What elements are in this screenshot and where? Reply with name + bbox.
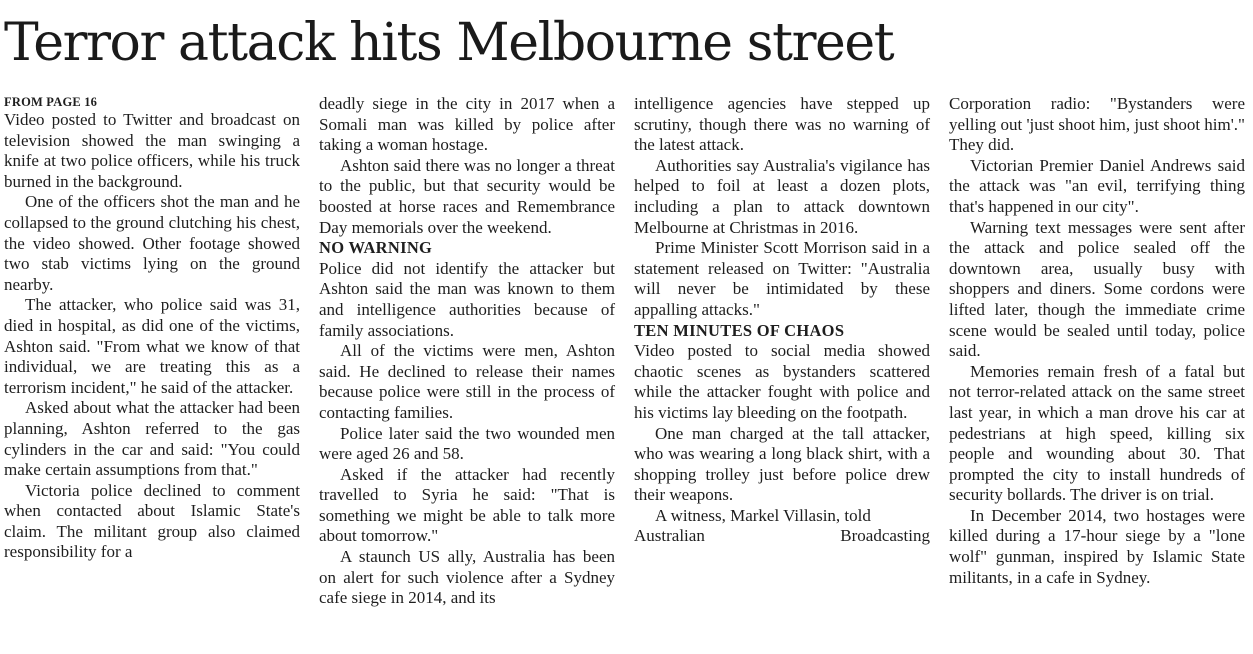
- paragraph: All of the victims were men, Ashton said. He declined to release their names because police were still in the process of contacting families.: [319, 341, 615, 422]
- article-column-2: [319, 94, 615, 609]
- paragraph: Ashton said there was no longer a threat to the public, but that security would be boosted at horse races and Remembrance Day memorials over the weekend.: [319, 155, 615, 237]
- paragraph: Police later said the two wounded men were aged 26 and 58.: [319, 423, 615, 464]
- paragraph: Police did not identify the attacker but Ashton said the man was known to them and intelligence authorities because of family associations.: [319, 258, 615, 340]
- paragraph: Asked if the attacker had recently travelled to Syria he said: "That is something we might be able to talk more about tomorrow.": [319, 464, 615, 546]
- paragraph: Prime Minister Scott Morrison said in a statement released on Twitter: "Australia will never be intimidated by these appalling attacks.": [634, 238, 930, 319]
- paragraph: Memories remain fresh of a fatal but not terror-related attack on the same street last year, in which a man drove his car at pedestrians at high speed, killing six people and wounding about 30. That prompted the city to install hundreds of security bollards. The driver is on trial.: [949, 361, 1245, 505]
- paragraph-continued-line: Australian Broadcasting: [634, 526, 930, 546]
- paragraph: Corporation radio: "Bystanders were yelling out 'just shoot him, just shoot him'." They did.: [949, 94, 1245, 155]
- paragraph: A witness, Markel Villasin, told: [655, 505, 871, 525]
- continued-from-page-kicker: FROM PAGE 16: [4, 95, 98, 109]
- article-column-4: [949, 94, 1245, 588]
- paragraph: Warning text messages were sent after the attack and police sealed off the downtown area, usually busy with shoppers and diners. Some cordons were lifted later, though the immediate crime scene would be sealed until today, police said.: [949, 217, 1245, 361]
- paragraph: Video posted to social media showed chaotic scenes as bystanders scattered while the attacker fought with police and his victims lay bleeding on the footpath.: [634, 341, 930, 422]
- paragraph: Authorities say Australia's vigilance has helped to foil at least a dozen plots, including a plan to attack downtown Melbourne at Christmas in 2016.: [634, 155, 930, 237]
- paragraph: Video posted to Twitter and broadcast on television showed the man swinging a knife at two police officers, while his truck burned in the background.: [4, 110, 300, 191]
- paragraph: The attacker, who police said was 31, died in hospital, as did one of the victims, Ashton said. "From what we know of that individual, we are treating this as a terrorism incident," he said of the attacker.: [4, 295, 300, 397]
- headline: Terror attack hits Melbourne street: [4, 13, 894, 73]
- paragraph: One of the officers shot the man and he collapsed to the ground clutching his chest, the video showed. Other footage showed two stab victims lying on the ground nearby.: [4, 192, 300, 294]
- paragraph: deadly siege in the city in 2017 when a Somali man was killed by police after taking a woman hostage.: [319, 94, 615, 155]
- subheading-ten-minutes-of-chaos: TEN MINUTES OF CHAOS: [634, 320, 845, 340]
- paragraph: Asked about what the attacker had been planning, Ashton referred to the gas cylinders in the car and said: "You could make certain assumptions from that.": [4, 398, 300, 480]
- paragraph: intelligence agencies have stepped up scrutiny, though there was no warning of the latest attack.: [634, 94, 930, 155]
- article-column-1: [4, 95, 300, 563]
- paragraph: Victoria police declined to comment when contacted about Islamic State's claim. The militant group also claimed responsibility for a: [4, 480, 300, 562]
- paragraph: In December 2014, two hostages were killed during a 17-hour siege by a "lone wolf" gunman, inspired by Islamic State militants, in a cafe in Sydney.: [949, 505, 1245, 587]
- paragraph: One man charged at the tall attacker, who was wearing a long black shirt, with a shopping trolley just before police drew their weapons.: [634, 423, 930, 505]
- article-column-3: [634, 94, 930, 547]
- paragraph: Victorian Premier Daniel Andrews said the attack was "an evil, terrifying thing that's happened in our city".: [949, 155, 1245, 216]
- paragraph: A staunch US ally, Australia has been on alert for such violence after a Sydney cafe siege in 2014, and its: [319, 547, 615, 608]
- subheading-no-warning: NO WARNING: [319, 238, 433, 258]
